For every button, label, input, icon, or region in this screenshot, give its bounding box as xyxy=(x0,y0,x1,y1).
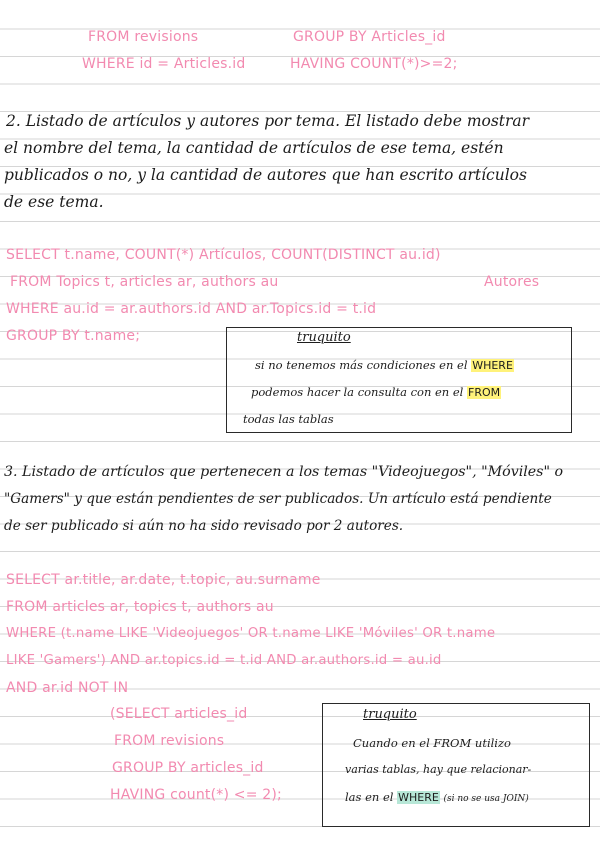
top-sql-where: WHERE id = Articles.id xyxy=(82,56,246,72)
top-sql-from: FROM revisions xyxy=(88,29,199,45)
q2-tip-line-2-text: podemos hacer la consulta con en el xyxy=(251,385,468,399)
q2-tip-line-2 xyxy=(251,383,501,402)
q3-sql-where: WHERE (t.name LIKE 'Videojuegos' OR t.name LIKE 'Móviles' OR t.name xyxy=(6,626,496,641)
q2-sql-group-by: GROUP BY t.name; xyxy=(6,328,141,344)
q3-statement-line-2: "Gamers" y que están pendientes de ser publicados. Un artículo está pendiente xyxy=(4,491,552,507)
q3-subquery-from: FROM revisions xyxy=(114,733,225,749)
q2-tip-from-highlight: FROM xyxy=(468,386,501,399)
q2-tip-line-1-text: si no tenemos más condiciones en el xyxy=(255,358,472,372)
top-sql-having: HAVING COUNT(*)>=2; xyxy=(290,56,458,72)
q2-sql-where: WHERE au.id = ar.authors.id AND ar.Topics.id = t.id xyxy=(6,301,377,317)
q3-sql-from: FROM articles ar, topics t, authors au xyxy=(6,599,274,615)
q3-tip-where-highlight: WHERE xyxy=(398,791,439,804)
q3-sql-select: SELECT ar.title, ar.date, t.topic, au.surname xyxy=(6,572,321,588)
q3-statement-line-1: 3. Listado de artículos que pertenecen a los temas "Videojuegos", "Móviles" o xyxy=(4,464,564,480)
q3-subquery-select: (SELECT articles_id xyxy=(110,706,248,722)
q2-statement-line-4: de ese tema. xyxy=(4,193,104,211)
q3-tip-line-3-text: las en el xyxy=(345,790,398,804)
q2-tip-title: truquito xyxy=(297,330,351,345)
q3-subquery-group-by: GROUP BY articles_id xyxy=(112,760,264,776)
q2-tip-where-highlight: WHERE xyxy=(472,359,513,372)
q3-subquery-having: HAVING count(*) <= 2); xyxy=(110,787,282,803)
q3-tip-box xyxy=(322,703,590,827)
q3-sql-like-gamers: LIKE 'Gamers') AND ar.topics.id = t.id AND ar.authors.id = au.id xyxy=(6,653,442,668)
q2-tip-box xyxy=(226,327,572,433)
q3-tip-line-2: varias tablas, hay que relacionar- xyxy=(345,763,532,776)
q3-statement-line-3: de ser publicado si aún no ha sido revisado por 2 autores. xyxy=(4,518,404,534)
q2-sql-from: FROM Topics t, articles ar, authors au xyxy=(10,274,279,290)
q2-tip-line-3: todas las tablas xyxy=(243,412,334,426)
q2-statement-line-2: el nombre del tema, la cantidad de artículos de ese tema, estén xyxy=(4,139,504,157)
top-sql-group-by: GROUP BY Articles_id xyxy=(293,29,446,45)
q3-sql-not-in: AND ar.id NOT IN xyxy=(6,680,129,696)
q2-sql-select: SELECT t.name, COUNT(*) Artículos, COUNT(DISTINCT au.id) xyxy=(6,247,441,263)
q3-tip-title: truquito xyxy=(363,707,417,722)
q2-statement-line-3: publicados o no, y la cantidad de autores que han escrito artículos xyxy=(4,166,527,184)
q2-statement-line-1: 2. Listado de artículos y autores por tema. El listado debe mostrar xyxy=(6,112,530,130)
q2-tip-line-1 xyxy=(255,356,514,375)
q3-tip-join-note: (si no se usa JOIN) xyxy=(443,794,529,804)
q2-sql-autores-alias: Autores xyxy=(484,274,540,290)
q3-tip-line-3 xyxy=(345,788,529,808)
q3-tip-line-1: Cuando en el FROM utilizo xyxy=(353,736,511,750)
